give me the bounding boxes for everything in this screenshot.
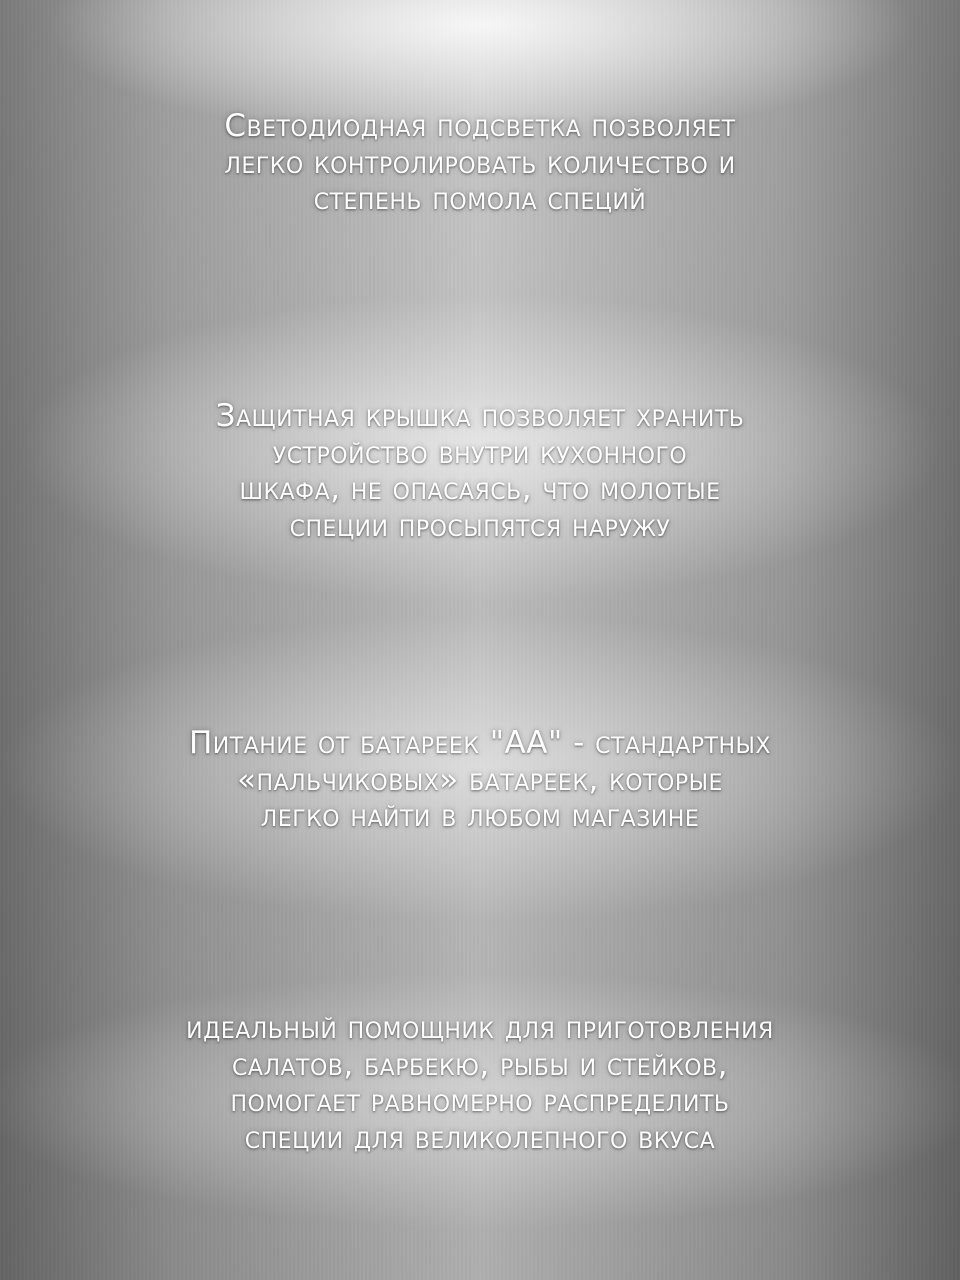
feature-ideal-helper [0, 1010, 960, 1156]
feature-text-line: легко контролировать количество и [224, 144, 736, 181]
feature-text-line: Питание от батареек "АА" - стандартных [189, 725, 771, 761]
feature-text-line: шкафа, не опасаясь, что молотые [239, 471, 721, 507]
feature-text-line: помогает равномерно распределить [230, 1083, 730, 1119]
feature-text-line: «пальчиковых» батареек, которые [237, 761, 723, 798]
feature-text-line: идеальный помощник для приготовления [186, 1010, 774, 1046]
feature-text-line: легко найти в любом магазине [260, 798, 700, 834]
feature-aa-batteries [0, 725, 960, 835]
feature-text-line: Светодиодная подсветка позволяет [224, 108, 736, 144]
feature-text-line: специи просыпятся наружу [289, 507, 671, 544]
feature-protective-lid [0, 398, 960, 544]
feature-text-line: салатов, барбекю, рыбы и стейков, [232, 1046, 728, 1083]
feature-text-line: специи для великолепного вкуса [244, 1119, 716, 1156]
feature-text-line: степень помола специй [313, 181, 647, 217]
feature-text-line: Защитная крышка позволяет хранить [215, 398, 745, 434]
feature-text-line: устройство внутри кухонного [272, 434, 688, 471]
feature-led-backlight [0, 108, 960, 218]
